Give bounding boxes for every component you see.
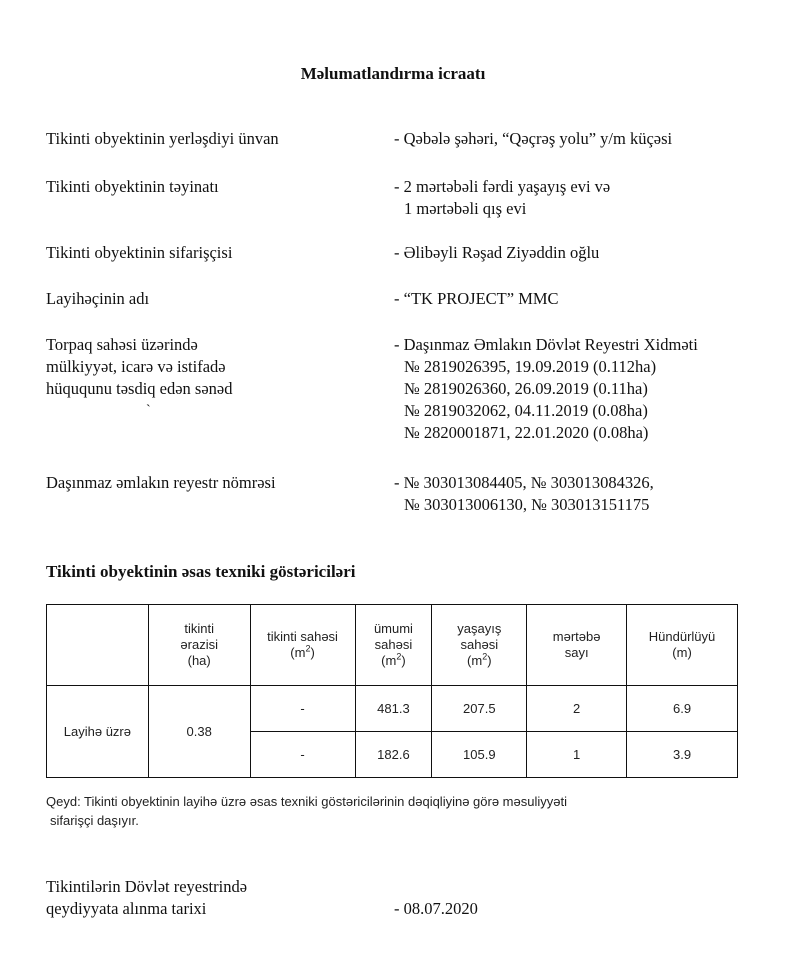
field-value: - “TK PROJECT” MMC [394,289,559,308]
header-unit: (m [381,653,397,668]
field-label [46,876,376,920]
floors-cell: 2 [527,686,627,732]
label-line: Torpaq sahəsi üzərində [46,335,198,354]
header-cell-area [148,605,250,686]
area-value-cell: 0.38 [148,686,250,778]
header-cell-building-area [250,605,355,686]
value-line: № 2820001871, 22.01.2020 (0.08ha) [404,423,649,442]
header-unit-close: ) [401,653,406,668]
header-cell-empty [47,605,149,686]
value-line: № 2819032062, 04.11.2019 (0.08ha) [404,401,648,420]
label-line: hüququnu təsdiq edən sənəd [46,379,233,398]
total-area-cell: 182.6 [355,732,432,778]
field-label: Layihəçinin adı [46,289,150,308]
header-cell-total-area [355,605,432,686]
header-cell-living-area [432,605,527,686]
header-superscript: 2 [396,651,402,662]
header-cell-floors [527,605,627,686]
value-line: № 2819026395, 19.09.2019 (0.112ha) [404,357,657,376]
field-value [394,334,774,444]
note-line: Qeyd: Tikinti obyektinin layihə üzrə əsas texniki göstəricilərinin dəqiqliyinə görə məsuliyyəti [46,794,567,809]
label-line: mülkiyyət, icarə və istifadə [46,357,226,376]
field-value: - Əlibəyli Rəşad Ziyəddin oğlu [394,243,600,262]
label-line: Tikintilərin Dövlət reyestrində [46,877,248,896]
header-text: (ha) [187,653,211,668]
header-text: tikinti [184,621,214,636]
table-row [47,686,738,732]
section-title: Tikinti obyektinin əsas texniki göstəriciləri [46,562,356,581]
living-area-cell: 207.5 [432,686,527,732]
building-area-cell: - [250,732,355,778]
header-text [254,645,352,661]
header-text [435,653,523,669]
field-label: Tikinti obyektinin sifarişçisi [46,243,233,262]
stray-mark: ` [146,403,151,418]
field-label: Tikinti obyektinin təyinatı [46,177,219,196]
building-area-cell: - [250,686,355,732]
field-value: - 08.07.2020 [394,899,478,918]
header-cell-height [627,605,738,686]
value-line: № 303013006130, № 303013151175 [404,495,650,514]
tech-specs-table [46,604,738,778]
label-line: qeydiyyata alınma tarixi [46,899,207,918]
header-text: yaşayış [457,621,502,636]
header-unit-close: ) [310,645,315,660]
header-unit-close: ) [487,653,492,668]
value-line: - Daşınmaz Əmlakın Dövlət Reyestri Xidməti [394,335,698,354]
floors-cell: 1 [527,732,627,778]
header-superscript: 2 [305,643,311,654]
table-header-row [47,605,738,686]
document-title: Məlumatlandırma icraatı [300,64,486,83]
header-text: ərazisi [180,637,218,652]
header-text: sayı [564,645,589,660]
note-line: sifarişçi daşıyır. [50,813,139,828]
field-value: - Qəbələ şəhəri, “Qəçrəş yolu” y/m küçəsi [394,129,673,148]
row-label-cell: Layihə üzrə [47,686,149,778]
value-line: - № 303013084405, № 303013084326, [394,473,654,492]
header-text [359,653,429,669]
header-text: (m) [672,645,692,660]
header-text: ümumi [373,621,413,636]
header-text: mərtəbə [552,629,601,644]
field-label: Tikinti obyektinin yerləşdiyi ünvan [46,129,279,148]
field-value [394,176,774,220]
total-area-cell: 481.3 [355,686,432,732]
field-value [394,472,774,516]
height-cell: 3.9 [627,732,738,778]
header-text: sahəsi [460,637,499,652]
header-unit: (m [467,653,483,668]
field-label: Daşınmaz əmlakın reyestr nömrəsi [46,473,276,492]
table-note [46,792,746,830]
field-label [46,334,376,400]
living-area-cell: 105.9 [432,732,527,778]
header-unit: (m [290,645,306,660]
value-line: 1 mərtəbəli qış evi [404,199,527,218]
height-cell: 6.9 [627,686,738,732]
header-superscript: 2 [482,651,488,662]
header-text: Hündürlüyü [648,629,716,644]
header-text: tikinti sahəsi [267,629,338,644]
value-line: № 2819026360, 26.09.2019 (0.11ha) [404,379,648,398]
header-text: sahəsi [374,637,413,652]
value-line: - 2 mərtəbəli fərdi yaşayış evi və [394,177,611,196]
